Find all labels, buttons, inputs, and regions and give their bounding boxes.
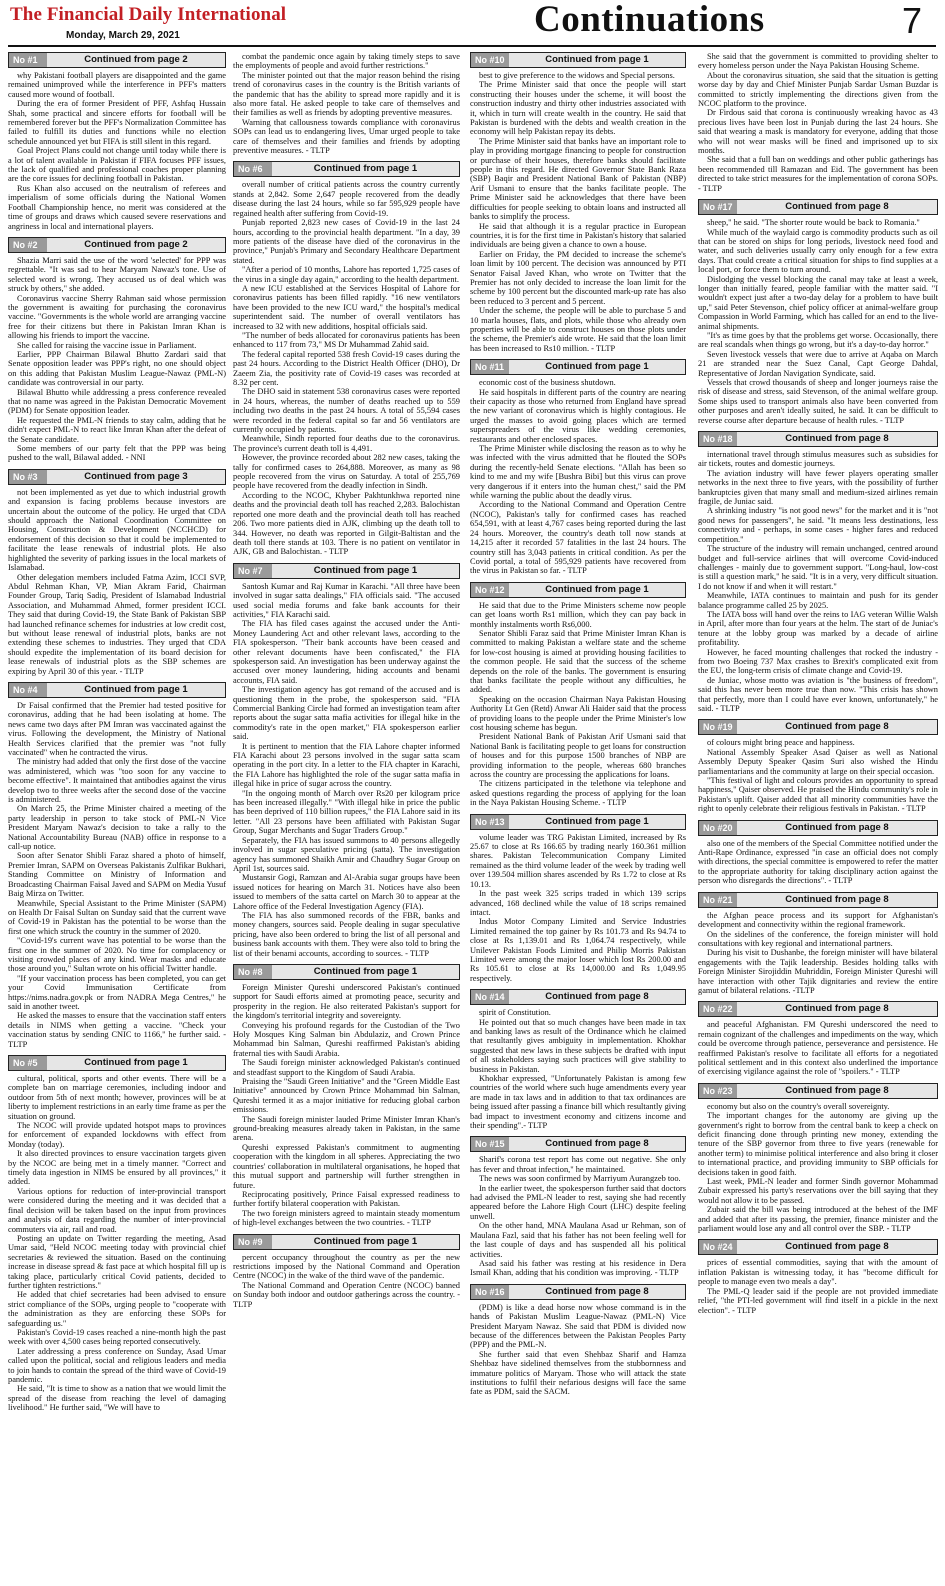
story: [8, 1055, 226, 1413]
story-number: No #17: [699, 200, 737, 214]
story-paragraph: Conveying his profound regards for the Custodian of the Two Holy Mosques King Salman bin Abdulaziz, and Crown Prince Mohammad bin Salman, Qureshi reaffirmed Pakistan's abiding fraternal ties with Saudi Arabia.: [233, 1020, 460, 1058]
story-header: [698, 820, 938, 836]
story-paragraph: and peaceful Afghanistan. FM Qureshi underscored the need to remain cognizant of the challenges and impediments on the way, which could be overcome through patience, perseverance and persistence. He reaffirmed Pakistan's resolve to facilitate all efforts for a negotiated political settlement and in this context also underlined the importance of exercising vigilance against the role of "spoilers." - TLTP: [698, 1020, 938, 1077]
story-body: [470, 1008, 686, 1130]
story-header: [8, 52, 226, 68]
story-paragraph: Meanwhile, Special Assistant to the Prime Minister (SAPM) on Health Dr Faisal Sultan on Sunday said that the current wave of Covid-19 in Pakistan has the potential to be worse than the first one which struck the country in the summer of 2020.: [8, 898, 226, 936]
continued-label: Continued from page 8: [785, 1241, 889, 1253]
story-body: [470, 71, 686, 353]
continued-label: Continued from page 8: [785, 721, 889, 733]
story-body: [698, 218, 938, 425]
story-body: [698, 911, 938, 996]
story: [698, 892, 938, 996]
story-number: No #14: [471, 990, 509, 1004]
story-body: [698, 450, 938, 713]
story-paragraph: Other delegation members included Fatma Azim, ICCI SVP, Abdul Rehman Khan, VP, Mian Akram Farid, Chairman Founder Group, Tariq Sadiq, President of Islamabad Industrial Association, and Muhammad Ahmed, former president ICCI. They said that during Covid-19, the State Bank of Pakistan SBP had launched refinance schemes for industries at low credit cost, but without lease renewal of industrial plots, banks are not extending these schemes to industries. They urged that CDA should expedite the implementation of its board decision for lease renewals of industrial plots as the SBP schemes are expiring by April 30 of this year. - TLTP: [8, 572, 226, 676]
story-number: No #11: [471, 360, 509, 374]
continued-label: Continued from page 1: [545, 361, 649, 373]
story-number: No #7: [234, 564, 272, 578]
story-paragraph: "If your vaccination process has been completed, you can get your Covid Immunisation Certificate from https://nims.nadra.gov.pk or from NADRA Mega Centres," he said in another tweet.: [8, 973, 226, 1011]
story-paragraph: About the coronavirus situation, she said that the situation is getting worse day by day and Chief Minister Punjab Sardar Usman Buzdar is committed to strictly implementing the directions given from the NCOC platform to the province.: [698, 70, 938, 109]
story-number: No #6: [234, 162, 272, 176]
continued-label: Continued from page 1: [545, 54, 649, 65]
story-number: No #21: [699, 893, 737, 907]
story: [8, 52, 226, 231]
continued-label: Continued from page 8: [785, 893, 889, 905]
story-paragraph: Dr Firdous said that corona is continuously wreaking havoc as 43 precious lives have been lost in Punjab during the last 24 hours. She said that wearing a mask is mandatory for everyone, adding that those who will not wear masks will be fined and imprisoned up to six months.: [698, 108, 938, 156]
column-1: [8, 52, 226, 1580]
story: [698, 431, 938, 713]
story-body: [8, 1074, 226, 1413]
story-number: No #23: [699, 1084, 737, 1098]
story-paragraph: According to the National Command and Operation Centre (NCOC), Pakistan's tally for confirmed cases has reached 654,591, with at least 4,767 cases being reported during the last 24 hours. Moreover, the country's death toll now stands at 14,215 after it recorded 57 fatalities in the last 24 hours. The country still has 3,043 patients in critical condition. As per the Covid portal, a total of 595,929 patients have recovered from the virus in Pakistan so far. - TLTP: [470, 500, 686, 576]
story: [698, 1083, 938, 1234]
story: [698, 199, 938, 425]
story-paragraph: Last week, PML-N leader and former Sindh governor Mohammad Zubair expressed his party's reservations over the bill saying that they would not allow it to be passed.: [698, 1177, 938, 1205]
story-paragraph: While much of the waylaid cargo is commodity products such as oil that can be stored on ships for long periods, livestock need food and water, and such deliveries usually carry only enough for a few extra days. That could create a critical situation for ships to find supplies at a local port, or force them to turn around.: [698, 227, 938, 275]
story-number: No #4: [9, 683, 47, 697]
story-paragraph: The Prime Minister said that banks have an important role to play in providing mortgage financing to people for construction or purchase of their houses, therefore banks should facilitate people in this regard. He directed Governor State Bank Raza (SBP) Baqir and President National Bank of Pakistan (NBP) Arif Usmani to ensure that the banks facilitate people. The Prime Minister said he acknowledges that there have been difficulties for people seeking to obtain loans and instructed all banks to simplify the process.: [470, 136, 686, 222]
story-paragraph: On March 25, the Prime Minister chaired a meeting of the party leadership in person to take stock of PML-N Vice President Maryam Nawaz's decision to take a rally to the National Accountability Bureau (NAB) office in response to a call-up notice.: [8, 804, 226, 852]
story-paragraph: (PDM) is like a dead horse now whose command is in the hands of Pakistan Muslim League-Nawaz (PML-N) Vice President Maryam Nawaz. She said that PDM is divided now because of the differences between the Pakistan Peoples Party (PPP) and the PML-N.: [470, 1302, 686, 1350]
story-paragraph: President National Bank of Pakistan Arif Usmani said that National Bank is facilitating people to get loans for construction of houses and for this purpose 1500 branches of NBP are providing information to the people, whereas 680 branches across the country are processing the applications for loans.: [470, 732, 686, 780]
story-body: [698, 738, 938, 813]
story-paragraph: Separately, the FIA has issued summons to 40 persons allegedly involved in sugar speculative pricing (satta). The investigation agency has summoned Shaikh Amir and Chaudhry Sugar Group on April 1st, sources said.: [233, 835, 460, 873]
story-paragraph: Zubair said the bill was being introduced at the behest of the IMF and added that after its passing, the premier, finance minister and the parliament would lose any and all control over the SBP. - TLTP: [698, 1205, 938, 1234]
story-paragraph: The federal capital reported 538 fresh Covid-19 cases during the past 24 hours. According to the District Health Officer (DHO), Dr Zaeem Zia, the positivity rate of Covid-19 cases was recorded at 8.32 per cent.: [233, 349, 460, 387]
story-paragraph: The aviation industry will have fewer players operating smaller networks in the next three to five years, with the possibility of further bankruptcies given that many small and medium-sized airlines remain fragile, de Juniac said.: [698, 468, 938, 507]
story: [698, 820, 938, 886]
story-paragraph: Coronavirus vaccine Sherry Rahman said whose permission the government is awaiting for purchasing the coronavirus vaccine. "Governments is the whole world are arranging vaccine free for their citizens but there in Pakistan Imran Khan is allowing his friends to import the vaccine.: [8, 293, 226, 341]
story-paragraph: The IATA boss will hand over the reins to IAG veteran Willie Walsh in April, after more than four years at the helm. The start of de Juniac's tenure at the lobby group was marked by a decade of airline profitability.: [698, 609, 938, 648]
story-paragraph: Bilawal Bhutto while addressing a press conference revealed that no name was agreed in the Pakistan Democratic Movement (PDM) for Senate opposition leader.: [8, 387, 226, 416]
continued-label: Continued from page 3: [84, 470, 188, 482]
story-number: No #19: [699, 720, 737, 734]
story-paragraph: The news was soon confirmed by Marriyum Aurangzeb too.: [479, 1174, 681, 1184]
continued-label: Continued from page 1: [84, 1057, 188, 1068]
newspaper-brand: The Financial Daily International: [10, 4, 287, 25]
story-paragraph: Earlier on Friday, the PM decided to increase the scheme's loan limit by 100 percent. The decision was announced by PTI Senator Faisal Javed Khan, who wrote on Twitter that the Premier has not only decided to increase the loan limit for the scheme by 100 percent but the discounted mark-up rate has also been reduced to 3 percent and 5 percent.: [470, 249, 686, 306]
story-number: No #16: [471, 1285, 509, 1299]
story-paragraph: The PML-Q leader said if the people are not provided immediate relief, "the PTI-led government will find itself in a pickle in the next election". - TLTP: [698, 1286, 938, 1315]
story-header: [8, 682, 226, 698]
story-number: No #9: [234, 1235, 272, 1249]
story-paragraph: She called for raising the vaccine issue in Parliament.: [17, 340, 197, 350]
story-body: [470, 601, 686, 808]
story-paragraph: In the earlier tweet, the spokesperson further said that doctors had advised the PML-N leader to rest, saying she had recently appeared before the Lahore High Court (LHC) despite feeling unwell.: [470, 1183, 686, 1221]
story-paragraph: On the sidelines of the conference, the foreign minister will hold consultations with key regional and international partners.: [698, 929, 938, 948]
story-number: No #5: [9, 1056, 47, 1070]
continued-label: Continued from page 1: [313, 564, 418, 576]
story-paragraph: Dr Faisal confirmed that the Premier had tested positive for coronavirus, adding that he had been isolating at home. The news came two days after PM Imran was vaccinated against the virus. Following the development, the Ministry of National Health Services clarified that the premier was "not fully vaccinated" when he contracted the virus.: [8, 700, 226, 757]
story-paragraph: "After a period of 10 months, Lahore has reported 1,725 cases of the virus in a single day again," according to the health department.: [233, 265, 460, 284]
story-paragraph: Later addressing a press conference on Sunday, Asad Umar called upon the political, social and religious leaders and media to join hands to contain the spread of the third wave of Covid-19 pandemic.: [8, 1346, 226, 1384]
story-header: [233, 161, 460, 177]
story-paragraph: volume leader was TRG Pakistan Limited, increased by Rs 25.67 to close at Rs 166.65 by trading nearly 160.361 million shares. Pakistan Telecommunication Company Limited remained as the third volume leader of the week by trading well over 139.504 million shares ascended by Rs 1.72 to close at Rs 10.13.: [470, 832, 686, 889]
story-number: No #10: [471, 53, 509, 67]
story: [698, 1239, 938, 1314]
story-paragraph: The NCOC will provide updated hotspot maps to provinces for enforcement of expanded lockdowns with effect from Monday (today).: [8, 1121, 226, 1149]
story-header: [698, 431, 938, 447]
story-paragraph: He said, "It is time to show as a nation that we would limit the spread of the disease from reaching the level of damaging livelihood." He further said, "We will have to: [8, 1384, 226, 1413]
story-paragraph: Meanwhile, IATA continues to maintain and push for its gender balance programme called 25 by 2025.: [698, 591, 938, 610]
story-paragraph: Shazia Marri said the use of the word 'selected' for PPP was regrettable. "It was sad to hear Maryam Nawaz's tone. Use of selected word is wrong. They accused us of deal which was struck by others," she added.: [8, 255, 226, 294]
story-body: [470, 1155, 686, 1277]
story-body: [233, 1253, 460, 1309]
story-body: [233, 983, 460, 1228]
story-paragraph: She further said that even Shehbaz Sharif and Hamza Shehbaz have sidelined themselves from the stubbornness and immature politics of Maryam. Those who will attack the state institutions to fulfil their nefarious designs will face the same fate as PDM, said the SACM.: [470, 1349, 686, 1397]
story-paragraph: "This festival of light and colours provides an opportunity to spread happiness," Qaiser observed. He praised the Hindu community's role in Pakistan's uplift. Qaiser added that all minority communities have the right to openly celebrate their religious festivals in Pakistan. - TLTP: [698, 776, 938, 814]
story-paragraph: He requested the PML-N friends to stay calm, adding that he didn't expect PML-N to react like Imran Khan after the defeat of the Senate candidate.: [8, 415, 226, 444]
story-paragraph: Qureshi expressed Pakistan's commitment to augmenting cooperation with the kingdom in all spheres. Appreciating the two countries' collaboration in multilateral organisations, he hoped that this mutual support and partnership will further strengthen in future.: [233, 1142, 460, 1190]
story: [233, 52, 460, 155]
story-paragraph: It also directed provinces to ensure vaccination targets given by the NCOC are being met in a timely manner. "Correct and timely data ingestion in NIMS be ensured by all provinces," it added.: [8, 1149, 226, 1187]
story-paragraph: The National Command and Operation Centre (NCOC) banned on Sunday both indoor and outdoor gatherings across the country. - TLTP: [233, 1280, 460, 1309]
story-paragraph: The Saudi foreign minister lauded Prime Minister Imran Khan's ground-breaking measures already taken in Pakistan, in the same arena.: [233, 1114, 460, 1143]
story-header: [698, 892, 938, 908]
story-paragraph: "In the ongoing month of March over Rs20 per kilogram price has been increased illegally." "With illegal hike in price the public has been deprived of 110 billion rupees," the FIA Lahore said in its letter. "All 23 persons have been affiliated with Pakistan Sugar Group, Sugar Merchants and Sugar Traders Group.": [233, 788, 460, 836]
story: [698, 1001, 938, 1076]
story-number: No #1: [9, 53, 47, 67]
continued-label: Continued from page 8: [785, 1084, 889, 1096]
story-paragraph: Mustansir Gogi, Ramzan and Al-Arabia sugar groups have been issued notices for hearing on March 31. Notices have also been issued to members of the satta cartel on March 30 to appear at the Lahore office of the Federal Investigation Agency (FIA).: [233, 873, 460, 911]
story-number: No #13: [471, 815, 509, 829]
story-number: No #12: [471, 583, 509, 597]
story-header: [8, 237, 226, 253]
story-paragraph: The FIA has also summoned records of the FBR, banks and money changers, sources said. People dealing in sugar speculative pricing, have also been ordered to bring the list of all personal and business bank accounts with them. They were also told to bring the list of their benami accounts, according to sources. - TLTP: [233, 910, 460, 958]
page-number: 7: [902, 0, 923, 41]
story-number: No #3: [9, 470, 47, 484]
story: [233, 563, 460, 958]
story-paragraph: Foreign Minister Qureshi underscored Pakistan's continued support for Saudi efforts aimed at promoting peace, security and prosperity in the region. He also reiterated Pakistan's support for the kingdom's territorial integrity and sovereignty.: [233, 982, 460, 1021]
story: [233, 964, 460, 1228]
continued-label: Continued from page 8: [545, 991, 649, 1003]
story-paragraph: The investigation agency has got remand of the accused and is questioning them in the probe, the spokesperson said. "FIA Commercial Banking Circle had formed an investigation team after reports about the sugar satta mafia activities for illegal hike in the commodity's rate in the open market," FIA spokesperson earlier said.: [233, 685, 460, 742]
story-paragraph: Speaking on the occasion Chairman Naya Pakistan Housing Authority Lt Gen (Retd) Anwar Ali Haider said that the process of providing loans to the people under the Prime Minister's low cost housing scheme has begun.: [470, 694, 686, 732]
continued-label: Continued from page 1: [545, 583, 649, 595]
story-paragraph: A shrinking industry "is not good news" for the market and it is "not good news for passengers", he said. "It means less destinations, less connectivity and - perhaps, in some cases - higher fares and reduced competition.": [698, 506, 938, 544]
continued-label: Continued from page 2: [84, 54, 188, 65]
continued-label: Continued from page 1: [313, 1235, 418, 1247]
story-paragraph: The minister pointed out that the major reason behind the rising trend of coronavirus cases in the country is the British variants of the pandemic that has the ability to spread more rapidly and it is also more fatal. He asked people to take care of themselves and their families as well as friends by adopting preventive measures.: [233, 70, 460, 118]
story-paragraph: economic cost of the business shutdown.: [479, 378, 616, 388]
story-paragraph: overall number of critical patients across the country currently stands at 2,842. Some 2,647 people recovered from the deadly disease during the last 24 hours, while so far 595,929 people have regained health after suffering from Covid-19.: [233, 180, 460, 218]
story-paragraph: The two foreign ministers agreed to maintain steady momentum of high-level exchanges between the two countries. - TLTP: [233, 1208, 460, 1228]
story-header: [233, 563, 460, 579]
story-paragraph: Warning that callousness towards compliance with coronavirus SOPs can lead us to endangering lives, Umar urged people to take care of themselves and their families and friends by adopting preventive measures. - TLTP: [233, 117, 460, 156]
story-paragraph: Vessels that crowd thousands of sheep and longer journeys raise the risk of disease and stress, said Stevenson, of the animal welfare group. Some ships used to transport animals also have been converted from other purposes and aren't ideally suited, he said. It can be difficult to reverse course after departure because of health rules. - TLTP: [698, 378, 938, 425]
story-paragraph: The important changes for the autonomy are giving up the government's right to borrow from the central bank to keep a check on deficit financing done through printing new money, extending the tenure of the SBP governor from three to five years (renewable for another term) to minimise political interference and also bring it closer to international practice, and providing immunity to SBP officials for decisions taken in good faith.: [698, 1111, 938, 1177]
story-paragraph: Earlier, PPP Chairman Bilawal Bhutto Zardari said that Senate opposition leader was PPP's right, no one should object on this adding that Pakistan Muslim League-Nawaz (PML-N) candidate was controversial in our party.: [8, 349, 226, 388]
story-paragraph: He pointed out that so much changes have been made in tax and banking laws as result of the Ordinance which he claimed that resultantly gives ambiguity in implementation. Khokhar suggested that new laws in these subjects be drafted with input of all stakeholders saying such practices will give stability to business in Pakistan.: [470, 1017, 686, 1074]
masthead-rule: [8, 45, 936, 47]
continued-label: Continued from page 8: [785, 433, 889, 445]
story-paragraph: It is pertinent to mention that the FIA Lahore chapter informed FIA Karachi about 23 persons involved in the sugar satta scam operating in the port city. In a letter to the FIA chapter in Karachi, the FIA Lahore has highlighted the role of the sugar satta mafia in illegal hike in price of sugar across the country.: [233, 741, 460, 789]
story: [470, 1284, 686, 1397]
story-paragraph: sheep," he said. "The shorter route would be back to Romania.": [707, 218, 920, 228]
story-body: [8, 71, 226, 231]
story-paragraph: In the past week 325 scrips traded in which 139 scrips advanced, 168 declined while the value of 18 scrips remained intact.: [470, 889, 686, 917]
story-paragraph: During the era of former President of PFF, Ashfaq Hussain Shah, some practical and sincere efforts for football will be remembered forever but the PFF's Normalization Committee has failed to fulfill its duties and functions while no election schedule announced yet but FIFA is still silent in this regard.: [8, 99, 226, 146]
continued-label: Continued from page 1: [84, 683, 188, 695]
story-paragraph: Seven livestock vessels that were due to arrive at Aqaba on March 21 are stranded near the Suez Canal, Capt George Dahdal, Representative of Jordan Navigation Syndicate, said.: [698, 349, 938, 378]
story-paragraph: The ministry had added that only the first dose of the vaccine was administered, which was "too soon for any vaccine to become effective". It maintained that antibodies against the virus develop two to three weeks after the second dose of the vaccine is administered.: [8, 757, 226, 805]
story-body: [8, 256, 226, 463]
story-paragraph: Indus Motor Company Limited and Service Industries Limited remained the top gainer by Rs 101.73 and Rs 94.74 to close at Rs 1,139.01 and Rs 1,064.74 respectively, while Unilever Pakistan Foods Limited and Philip Morris Pakistan Limited were among the major loser which lost Rs 200.00 and Rs 105.61 to close at Rs 14,000.00 and Rs 1,049.95 respectively.: [470, 917, 686, 983]
story-body: [8, 701, 226, 1049]
story: [470, 1136, 686, 1277]
story-header: [470, 989, 686, 1005]
continued-label: Continued from page 1: [313, 965, 418, 977]
story-paragraph: He said hospitals in different parts of the country are nearing their capacity as those who returned from England have spread the new variant of coronavirus which is highly contagious. He urged the masses to avoid going places which are termed superspreaders of the virus like wedding ceremonies, restaurants and other enclosed spaces.: [470, 387, 686, 444]
story-paragraph: The Prime Minister while disclosing the reason as to why he was infected with the virus admitted that he flouted the SOPs during the recently-held Senate elections. "Allah has been so kind to me and my wife [Bushra Bibi] but this virus can prove very dangerous if it enters into the human chest," said the PM while warning the public about the deadly virus.: [470, 444, 686, 501]
story-paragraph: also one of the members of the Special Committee notified under the Anti-Rape Ordinance, expressed "in case an official does not comply with directions, the special committee is empowered to refer the matter to the appropriate authority for taking disciplinary action against the person who disregards the directions". - TLTP: [698, 838, 938, 886]
continued-label: Continued from page 8: [545, 1285, 649, 1297]
story-header: [470, 582, 686, 598]
story-paragraph: Sharif's corona test report has come out negative. She only has fever and throat infection," he maintained.: [470, 1155, 686, 1174]
story-paragraph: economy but also on the country's overall sovereignty.: [707, 1101, 890, 1111]
story-body: [470, 1303, 686, 1397]
story-paragraph: Goal Project Plans could not change until today while there is a lot of talent available in Pakistan if FIFA focuses PFF issues, the lack of qualified and professional coaches proper planning are the core issues for declining football in Pakistan.: [8, 146, 226, 184]
section-title: Continuations: [534, 0, 765, 40]
story-paragraph: Some members of our party felt that the PPP was being pushed to the wall, Bilawal added. - NNI: [8, 444, 226, 463]
story: [470, 814, 686, 984]
story-body: [470, 378, 686, 576]
story-paragraph: of colours might bring peace and happiness.: [707, 738, 855, 748]
story-paragraph: The citizens participated in the telethone via telephone and asked questions regarding the process of applying for the loan in the Naya Pakistan Housing Scheme. - TLTP: [470, 779, 686, 808]
story-paragraph: During his visit to Dushanbe, the foreign minister will have bilateral engagements with the Tajik leadership. Besides holding talks with Foreign Minister Sirojiddin Muhriddin, Foreign Minister Qureshi will have interaction with other Tajik dignitaries and review the entire gamut of bilateral relations. -TLTP: [698, 948, 938, 995]
masthead: [0, 0, 945, 50]
continued-label: Continued from page 2: [84, 238, 188, 250]
story-paragraph: "Covid-19's current wave has potential to be worse than the first one in the summer of 2020. No time for complacency or visiting crowded places of any kind. Wear masks and educate those around you," Sultan wrote on his official Twitter handle.: [8, 936, 226, 974]
story: [8, 237, 226, 463]
story-paragraph: Soon after Senator Shibli Faraz shared a photo of himself, Premier Imran, SAPM on Overseas Pakistanis Zulfikar Bukhari, Standing Committee on Ministry of Information and Broadcasting Chairman Faisal Javed and SAPM on Media Yusuf Baig Mirza on Twitter.: [8, 851, 226, 899]
story-paragraph: The Saudi foreign minister acknowledged Pakistan's continued and steadfast support to the Kingdom of Saudi Arabia.: [233, 1058, 460, 1077]
story-number: No #24: [699, 1240, 737, 1254]
story-paragraph: Various options for reduction of inter-provincial transport were considered during the meeting and it was decided that a final decision will be taken based on the input from provinces and analysis of data regarding the number of inter-provincial commuters via air, rail and road.: [8, 1186, 226, 1234]
story-paragraph: However, he faced mounting challenges that rocked the industry - from two Boeing 737 Max crashes to Brexit's complicated exit from the EU, the long-term crisis of climate change and Covid-19.: [698, 647, 938, 676]
story-paragraph: Rus Khan also accused on the neutralism of referees and imperialism of some officials during the National Women Football Championship hence, no merit was considered at the time of groups and draws which caused severe reservations and angriness in local and international players.: [8, 183, 226, 231]
story-paragraph: Reciprocating positively, Prince Faisal expressed readiness to further fortify bilateral cooperation with Pakistan.: [233, 1189, 460, 1209]
story-paragraph: On the other hand, MNA Maulana Asad ur Rehman, son of Maulana Fazl, said that his father has not been feeling well for the last couple of days and has suspended all his political activities.: [470, 1221, 686, 1259]
story: [8, 682, 226, 1049]
story-paragraph: combat the pandemic once again by taking timely steps to save the employments of people and avoid further restrictions.": [233, 52, 460, 71]
story-paragraph: He added that chief secretaries had been advised to ensure strict compliance of the SOPs, urging people to "cooperate with the administration as they are enforcing these SOPs for safeguarding us.": [8, 1290, 226, 1328]
story: [698, 52, 938, 193]
issue-date: Monday, March 29, 2021: [66, 30, 180, 41]
story-paragraph: Praising the "Saudi Green Initiative" and the "Green Middle East Initiative" announced by Crown Prince Mohammad bin Salman, Qureshi termed it as a major initiative for reducing global carbon emissions.: [233, 1077, 460, 1115]
story-paragraph: de Juniac, whose motto was aviation is "the business of freedom", said this has never been more true than now. "This crisis has shown that perfectly, more than I could have ever known, unfortunately," he said. - TLTP: [698, 675, 938, 713]
story-paragraph: Khokhar expressed, "Unfortunately Pakistan is among few countries of the world where such huge amendments every year are made in tax laws and in addition to that tax ordinances are being issued after passing a finance bill which resultantly giving bad impact to investment economy and citizens income and their spending".- TLTP: [470, 1074, 686, 1131]
continued-label: Continued from page 8: [785, 201, 889, 213]
story-paragraph: best to give preference to the widows and Special persons.: [479, 71, 675, 80]
story-body: [698, 1102, 938, 1234]
story-paragraph: spirit of Constitution.: [479, 1008, 551, 1018]
story-body: [698, 839, 938, 886]
story-paragraph: why Pakistani football players are disappointed and the game remained unimproved while the interference in PFF's matters caused more wound of football.: [8, 71, 226, 99]
story-paragraph: She said that a full ban on weddings and other public gatherings has been recommended till Ramazan and Eid. The government has been directed to take strict measures for the implementation of corona SOPs. - TLTP: [698, 155, 938, 193]
story-number: No #20: [699, 821, 737, 835]
story-paragraph: Punjab reported 2,823 new cases of Covid-19 in the last 24 hours, according to the provincial health department. "In a day, 39 more patients of the disease have died of the coronavirus in the province," Punjab's Primary and Secondary Healthcare Department stated.: [233, 218, 460, 265]
story: [8, 469, 226, 676]
story-paragraph: Santosh Kumar and Raj Kumar in Karachi. "All three have been involved in sugar satta dealings," FIA officials said. "The accused used social media forums and fake bank accounts for their activities," FIA Karachi said.: [233, 581, 460, 619]
story-paragraph: percent occupancy throughout the country as per the new restrictions imposed by the National Command and Operation Centre (NCOC) in the wake of the third wave of the pandemic.: [233, 1252, 460, 1281]
story-paragraph: A new ICU established at the Services Hospital of Lahore for coronavirus patients has been filled rapidly. "16 new ventilators have been provided to the new ICU ward," the hospital's medical superintendent said. The number of overall ventilators has increased to 32 with new additions, hospital officials said.: [233, 283, 460, 331]
story-paragraph: Senator Shibli Faraz said that Prime Minister Imran Khan is committed to making Pakistan a welfare state and the scheme for low-cost housing is aimed at providing housing facilities to the common people. He said that the success of the scheme depends on the role of the banks. The government is ensuring that banks facilitate the people without any difficulties, he added.: [470, 628, 686, 695]
story-paragraph: prices of essential commodities, saying that with the amount of inflation Pakistan is witnessing today, it has "become difficult for people to manage even two meals a day".: [698, 1258, 938, 1287]
story-paragraph: Under the scheme, the people will be able to purchase 5 and 10 marla houses, flats, and plots, while those who already own properties will be able to construct houses on those plots under the scheme, the Premier's aide wrote. He said that the loan limit has been increased to Rs10 million. - TLTP: [470, 306, 686, 353]
story-header: [8, 1055, 226, 1071]
column-2: [233, 52, 460, 1580]
story-paragraph: the Afghan peace process and its support for Afghanistan's development and connectivity within the regional framework.: [698, 910, 938, 930]
story-paragraph: Posting an update on Twitter regarding the meeting, Asad Umar said, "Held NCOC meeting today with provincial chief secretaries & reviewed the situation. Based on the continuing increase in disease spread & fast pace at which hospital fill up is taking place, particularly critical Covid patients, decided to further tighten restrictions.": [8, 1233, 226, 1290]
story: [470, 52, 686, 353]
story: [233, 161, 460, 556]
story-header: [698, 1001, 938, 1017]
story-paragraph: The FIA has filed cases against the accused under the Anti-Money Laundering Act and other relevant laws, according to the FIA spokesperson. "Their bank accounts have been ceased and other relevant documents have been confiscated," the FIA spokesperson said. An investigation has been underway against the accused over money laundering, hiding accounts and benami accounts, FIA said.: [233, 619, 460, 685]
story-body: [233, 52, 460, 155]
story-body: [698, 1020, 938, 1076]
story-paragraph: He said that although it is a regular practice in European countries, it is for the first time in Pakistan's history that salaried individuals are being given a chance to own a house.: [470, 221, 686, 250]
story-header: [233, 964, 460, 980]
story-paragraph: Asad said his father was resting at his residence in Dera Ismail Khan, adding that his condition was improving. - TLTP: [470, 1258, 686, 1278]
story-body: [233, 582, 460, 958]
story-header: [698, 1239, 938, 1255]
story-paragraph: The DHO said in statement 538 coronavirus cases were reported in 24 hours, whereas, the number of deaths reached up to 559 including two deaths in the past 24 hours. A total of 55,594 cases were recorded in the federal capital so far and 56 ventilators are currently occupied by patients.: [233, 387, 460, 435]
story-number: No #2: [9, 238, 47, 252]
story-body: [233, 180, 460, 556]
story-paragraph: Meanwhile, Sindh reported four deaths due to the coronavirus. The province's current death toll is 4,491.: [233, 434, 460, 453]
column-3: [470, 52, 686, 1580]
story-paragraph: She said that the government is committed to providing shelter to every homeless person under the Naya Pakistan Housing Scheme.: [698, 52, 938, 71]
story-paragraph: The Prime Minister said that once the people will start constructing their houses under the scheme, it will boost the construction industry and thirty other industries associated with it, which in turn will create wealth in the country. He said that Pakistan is burdened with the debts and wealth creation in the economy will help Pakistan repay its debts.: [470, 80, 686, 137]
story-paragraph: National Assembly Speaker Asad Qaiser as well as National Assembly Deputy Speaker Qasim Suri also wished the Hindu parliamentarians and the community at large on their special occasion.: [698, 747, 938, 776]
story-body: [698, 1258, 938, 1314]
story-header: [8, 469, 226, 485]
story: [698, 719, 938, 813]
story-header: [698, 719, 938, 735]
story-header: [470, 359, 686, 375]
story-paragraph: not been implemented as yet due to which industrial growth and expansion is facing problems because investors are uncertain about the outcome of the policy. He urged that CDA should approach the National Coordination Committee on Housing, Construction & Development (NCCHCD) for endorsement of this decision so that it could be implemented to facilitate the lease renewals of industrial plots. He also highlighted the severity of parking issues in the local markets of Islamabad.: [8, 487, 226, 573]
story-header: [698, 1083, 938, 1099]
story-paragraph: Pakistan's Covid-19 cases reached a nine-month high the past week with over 4,500 cases being reported consecutively.: [8, 1327, 226, 1347]
continued-label: Continued from page 8: [785, 1003, 889, 1015]
continued-label: Continued from page 1: [313, 163, 418, 175]
story-paragraph: cultural, political, sports and other events. There will be a complete ban on marriage ceremonies, including indoor and outdoor from 5th of next month; however, provinces will be at liberty to implement restrictions in an early time frame as per the situation on ground.: [8, 1074, 226, 1121]
story-body: [698, 52, 938, 193]
story-body: [470, 833, 686, 984]
story-header: [698, 199, 938, 215]
story-paragraph: "The number of beds allocated for coronavirus patients has been enhanced to 117 from 73," MS Dr Muhammad Zahid said.: [233, 330, 460, 350]
continued-label: Continued from page 1: [545, 815, 649, 827]
story-number: No #15: [471, 1137, 509, 1151]
story-paragraph: The structure of the industry will remain unchanged, centred around budget and full-service airlines that will overcome Covid-induced challenges - mainly due to government support. "Long-haul, low-cost is still a question mark," he said. "It is in a very, very difficult situation. I do not know if and when it will restart.": [698, 544, 938, 591]
continued-label: Continued from page 8: [785, 821, 889, 833]
story-number: No #18: [699, 432, 737, 446]
continued-label: Continued from page 8: [545, 1138, 649, 1150]
story: [470, 989, 686, 1130]
story-paragraph: According to the NCOC, Khyber Pakhtunkhwa reported nine deaths and the provincial death toll has reached 2,283. Balochistan reported one more death and the provincial death toll has reached 206. Two more patients died in AJK, climbing up the death toll to 344. However, no death was reported in Gilgit-Baltistan and the death toll there stands at 103. There is no patient on ventilator in AJK, GB and Balochistan. - TLTP: [233, 490, 460, 557]
story-header: [470, 1136, 686, 1152]
story-paragraph: Dislodging the vessel blocking the canal may take at least a week, longer than initially feared, people familiar with the matter said. "I wouldn't expect just after a two-day delay for a problem to have built up," said Peter Stevenson, chief policy officer at animal-welfare group Compassion in World Farming, which has called for an end to the live-animal shipments.: [698, 274, 938, 331]
story-header: [470, 52, 686, 68]
story: [470, 582, 686, 808]
story-number: No #22: [699, 1002, 737, 1016]
column-4: [698, 52, 938, 1580]
story-header: [470, 814, 686, 830]
story-header: [470, 1284, 686, 1300]
story-paragraph: He said that due to the Prime Ministers scheme now people can get loans worth Rs1 million, which they can pay back in monthly instalments worth Rs6,000.: [470, 600, 686, 629]
story: [470, 359, 686, 576]
story-header: [233, 1234, 460, 1250]
story-body: [8, 488, 226, 676]
story-number: No #8: [234, 965, 272, 979]
story-paragraph: international travel through stimulus measures such as subsidies for air tickets, routes and domestic journeys.: [698, 450, 938, 469]
story-paragraph: He asked the masses to ensure that the vaccination staff enters details in NIMS when getting a vaccine. "Check your vaccination status by sending CNIC to 1166," he further said. - TLTP: [8, 1011, 226, 1049]
story-paragraph: "It's as time goes by that the problems get worse. Occasionally, there are real scandals when things go wrong, but it's a day-to-day horror.": [698, 330, 938, 350]
story: [233, 1234, 460, 1309]
story-paragraph: However, the province recorded about 282 new cases, taking the tally for confirmed cases to 264,888. Moreover, as many as 98 people recovered from the virus on Saturday. A total of 255,769 people have recovered from the deadly infection in Sindh.: [233, 453, 460, 491]
